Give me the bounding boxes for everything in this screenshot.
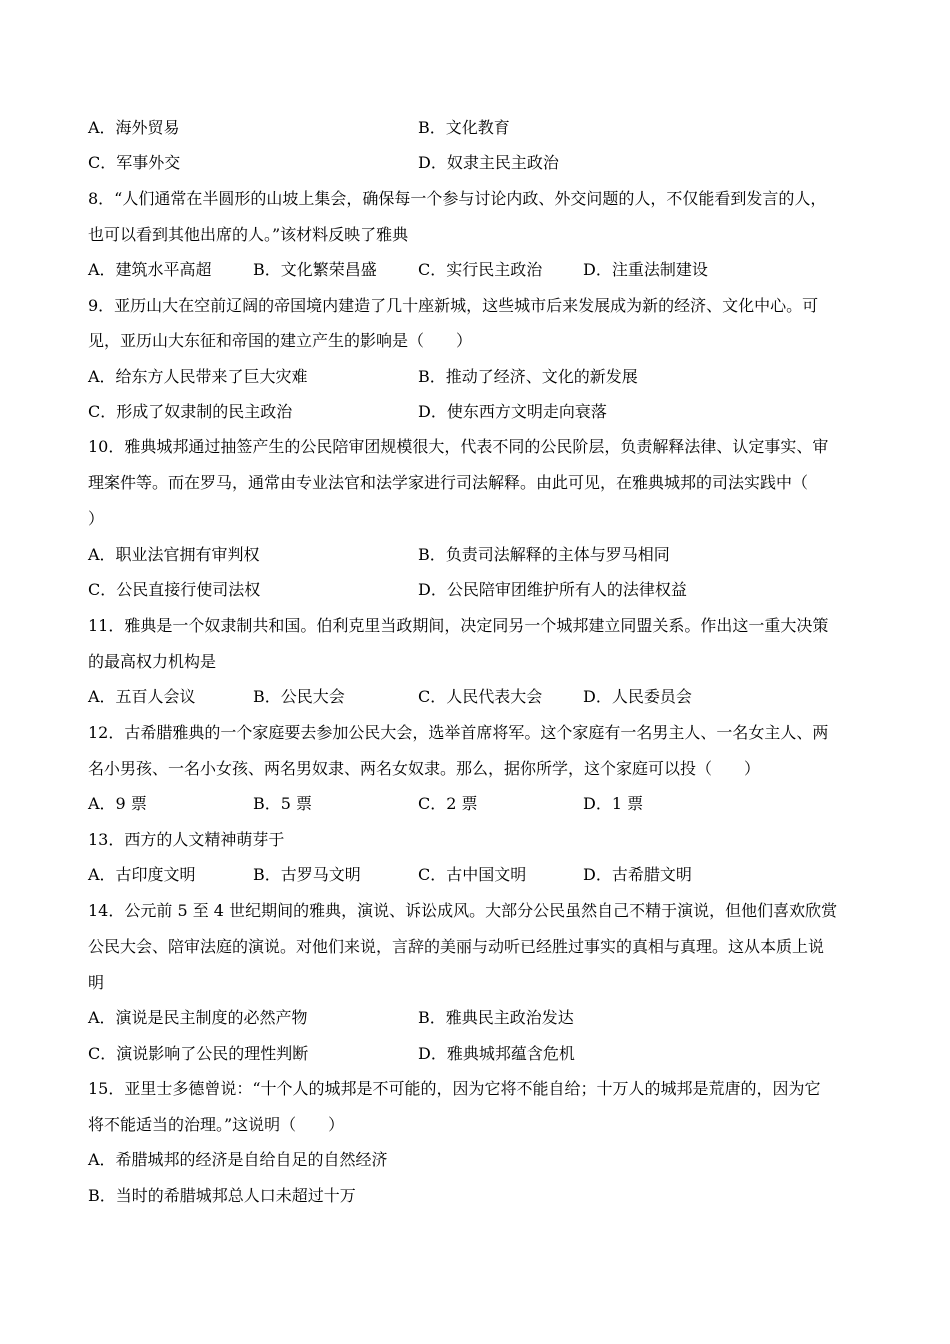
q13-option-b: B．古罗马文明 [253,865,361,884]
q9-option-a: A．给东方人民带来了巨大灾难 [88,367,308,386]
q10-stem-line3: ） [88,509,105,528]
q10-option-c: C．公民直接行使司法权 [88,580,261,599]
q12-option-b: B．5 票 [253,794,313,813]
q9-stem-line2: 见，亚历山大东征和帝国的建立产生的影响是（ ） [88,331,473,350]
q8-stem-line1: 8．“人们通常在半圆形的山坡上集会，确保每一个参与讨论内政、外交问题的人，不仅能看到发言的人， [88,189,827,208]
q8-option-c: C．实行民主政治 [418,260,543,279]
q12-option-c: C．2 票 [418,794,478,813]
q13-option-a: A．古印度文明 [88,865,196,884]
q11-option-d: D．人民委员会 [583,687,692,706]
q10-option-a: A．职业法官拥有审判权 [88,545,260,564]
q11-option-b: B．公民大会 [253,687,345,706]
q7-option-b: B．文化教育 [418,118,510,137]
q12-stem-line2: 名小男孩、一名小女孩、两名男奴隶、两名女奴隶。那么，据你所学，这个家庭可以投（ ） [88,759,761,778]
q14-option-b: B．雅典民主政治发达 [418,1008,574,1027]
q15-option-b: B．当时的希腊城邦总人口未超过十万 [88,1186,356,1205]
q8-option-a: A．建筑水平高超 [88,260,212,279]
q9-option-b: B．推动了经济、文化的新发展 [418,367,638,386]
q14-option-c: C．演说影响了公民的理性判断 [88,1044,309,1063]
q7-option-a: A．海外贸易 [88,118,180,137]
q12-option-d: D．1 票 [583,794,644,813]
q12-option-a: A．9 票 [88,794,147,813]
q8-option-b: B．文化繁荣昌盛 [253,260,377,279]
q8-stem-line2: 也可以看到其他出席的人。”该材料反映了雅典 [88,225,409,244]
q10-option-b: B．负责司法解释的主体与罗马相同 [418,545,670,564]
q7-option-c: C．军事外交 [88,153,181,172]
q10-stem-line2: 理案件等。而在罗马，通常由专业法官和法学家进行司法解释。由此可见，在雅典城邦的司法实践中（ [88,473,809,492]
q13-option-d: D．古希腊文明 [583,865,692,884]
q10-stem-line1: 10．雅典城邦通过抽签产生的公民陪审团规模很大，代表不同的公民阶层，负责解释法律、认定事实、审 [88,437,829,456]
q15-option-a: A．希腊城邦的经济是自给自足的自然经济 [88,1150,388,1169]
q13-stem-line1: 13．西方的人文精神萌芽于 [88,830,285,849]
q9-option-c: C．形成了奴隶制的民主政治 [88,402,293,421]
q11-stem-line2: 的最高权力机构是 [88,652,217,671]
q12-stem-line1: 12．古希腊雅典的一个家庭要去参加公民大会，选举首席将军。这个家庭有一名男主人、一名女主人、两 [88,723,829,742]
q11-stem-line1: 11．雅典是一个奴隶制共和国。伯利克里当政期间，决定同另一个城邦建立同盟关系。作出这一重大决策 [88,616,829,635]
q14-stem-line1: 14．公元前 5 至 4 世纪期间的雅典，演说、诉讼成风。大部分公民虽然自己不精于演说，但他们喜欢欣赏 [88,901,838,920]
q13-option-c: C．古中国文明 [418,865,527,884]
q9-stem-line1: 9．亚历山大在空前辽阔的帝国境内建造了几十座新城，这些城市后来发展成为新的经济、文化中心。可 [88,296,819,315]
q14-stem-line3: 明 [88,973,105,992]
q11-option-c: C．人民代表大会 [418,687,543,706]
q14-stem-line2: 公民大会、陪审法庭的演说。对他们来说，言辞的美丽与动听已经胜过事实的真相与真理。这从本质上说 [88,937,825,956]
q11-option-a: A．五百人会议 [88,687,196,706]
q8-option-d: D．注重法制建设 [583,260,708,279]
q15-stem-line2: 将不能适当的治理。”这说明（ ） [88,1115,345,1134]
q10-option-d: D．公民陪审团维护所有人的法律权益 [418,580,687,599]
q7-option-d: D．奴隶主民主政治 [418,153,559,172]
q9-option-d: D．使东西方文明走向衰落 [418,402,607,421]
q15-stem-line1: 15．亚里士多德曾说：“十个人的城邦是不可能的，因为它将不能自给；十万人的城邦是荒唐的，因为它 [88,1079,821,1098]
q14-option-a: A．演说是民主制度的必然产物 [88,1008,308,1027]
q14-option-d: D．雅典城邦蕴含危机 [418,1044,575,1063]
